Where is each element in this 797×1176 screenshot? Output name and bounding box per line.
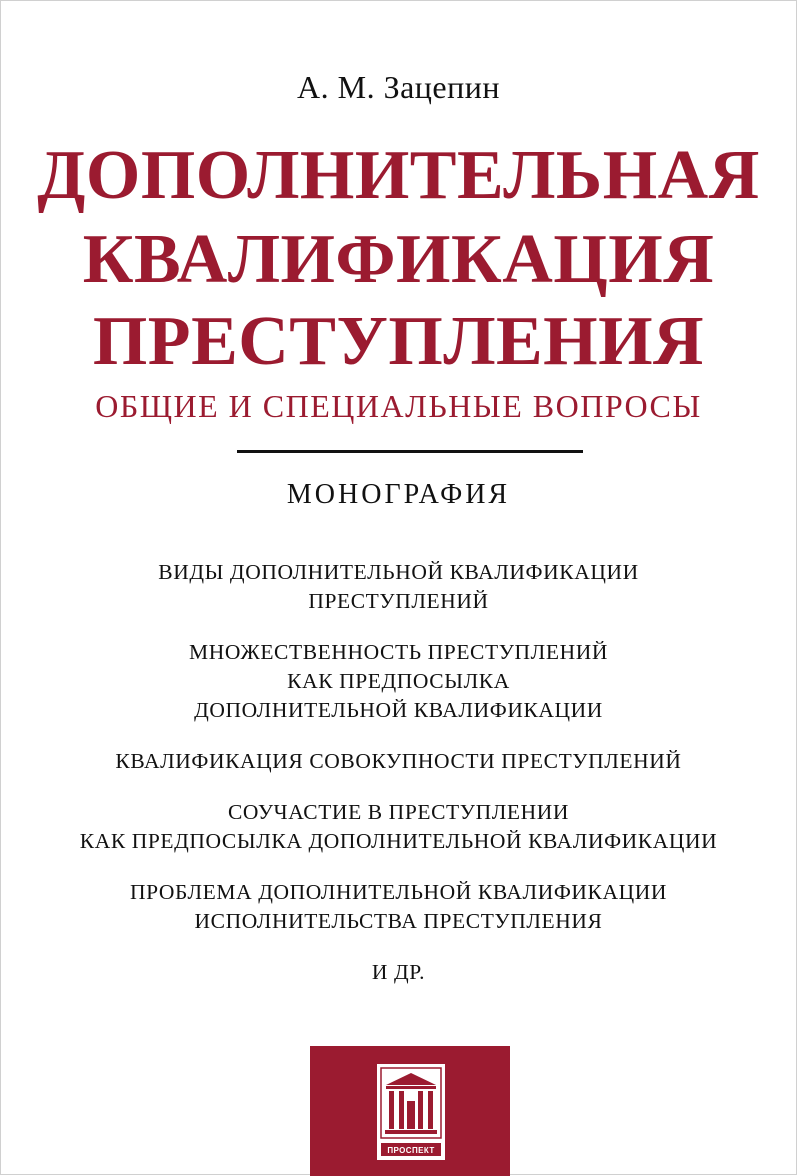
topic-item [1,558,796,616]
topic-line: КАК ПРЕДПОСЫЛКА ДОПОЛНИТЕЛЬНОЙ КВАЛИФИКАЦИИ [79,829,718,853]
topic-item [1,958,796,987]
topic-line: МНОЖЕСТВЕННОСТЬ ПРЕСТУПЛЕНИЙ [189,640,608,664]
publisher-name: ПРОСПЕКТ [387,1146,435,1155]
topic-item [1,638,796,725]
topics-list [1,558,796,1009]
divider [237,450,583,453]
topic-item [1,798,796,856]
title-line-1: ДОПОЛНИТЕЛЬНАЯ [37,137,760,214]
topic-line: ИСПОЛНИТЕЛЬСТВА ПРЕСТУПЛЕНИЯ [194,909,603,933]
topic-item [1,878,796,936]
author-name: А. М. Зацепин [297,69,500,105]
topic-line: ПРЕСТУПЛЕНИЙ [308,589,489,613]
prospekt-building-emblem-icon [376,1063,446,1161]
title-line-2: КВАЛИФИКАЦИЯ [82,221,715,298]
title-line-3: ПРЕСТУПЛЕНИЯ [92,303,705,380]
subtitle: ОБЩИЕ И СПЕЦИАЛЬНЫЕ ВОПРОСЫ [95,388,702,424]
topic-line: ДОПОЛНИТЕЛЬНОЙ КВАЛИФИКАЦИИ [194,698,603,722]
topic-line: КАК ПРЕДПОСЫЛКА [287,669,510,693]
topic-line: КВАЛИФИКАЦИЯ СОВОКУПНОСТИ ПРЕСТУПЛЕНИЙ [115,749,682,773]
topic-line: И ДР. [371,960,426,984]
topic-line: ПРОБЛЕМА ДОПОЛНИТЕЛЬНОЙ КВАЛИФИКАЦИИ [129,880,667,904]
topic-line: ВИДЫ ДОПОЛНИТЕЛЬНОЙ КВАЛИФИКАЦИИ [158,560,639,584]
genre-label: МОНОГРАФИЯ [286,479,511,510]
topic-item [1,747,796,776]
topic-line: СОУЧАСТИЕ В ПРЕСТУПЛЕНИИ [227,800,570,824]
